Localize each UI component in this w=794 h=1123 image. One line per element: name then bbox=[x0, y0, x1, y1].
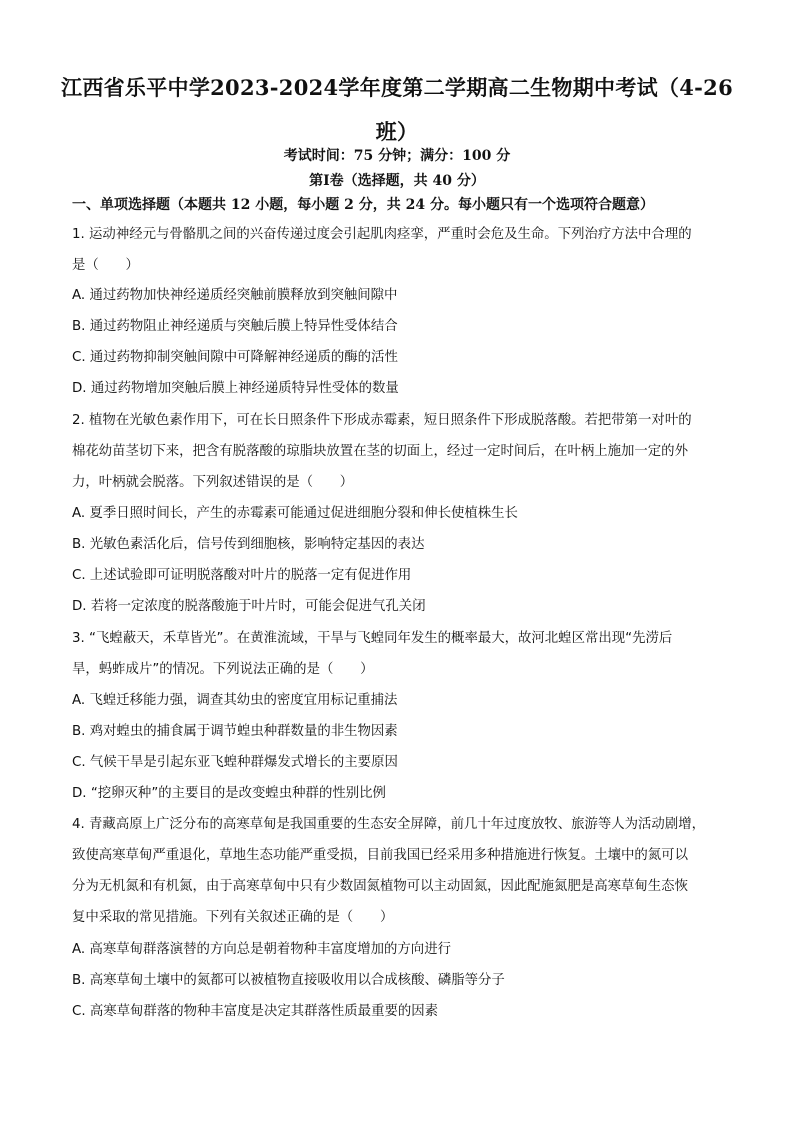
option-a: A. 通过药物加快神经递质经突触前膜释放到突触间隙中 bbox=[72, 288, 398, 303]
option-b: B. 高寒草甸土壤中的氮都可以被植物直接吸收用以合成核酸、磷脂等分子 bbox=[72, 973, 505, 988]
option-a: A. 飞蝗迁移能力强，调查其幼虫的密度宜用标记重捕法 bbox=[72, 693, 398, 708]
question-text-line: 力，叶柄就会脱落。下列叙述错误的是（ ） bbox=[72, 475, 354, 490]
volume-heading: 第Ⅰ卷（选择题，共 40 分） bbox=[309, 173, 485, 189]
question-text-line: 复中采取的常见措施。下列有关叙述正确的是（ ） bbox=[72, 910, 394, 925]
exam-title-line1: 江西省乐平中学2023-2024学年度第二学期高二生物期中考试（4-26 bbox=[61, 75, 733, 100]
question-text-line: 1. 运动神经元与骨骼肌之间的兴奋传递过度会引起肌肉痉挛，严重时会危及生命。下列治疗方法中合理的 bbox=[72, 227, 692, 242]
question-text-line: 4. 青藏高原上广泛分布的高寒草甸是我国重要的生态安全屏障，前几十年过度放牧、旅游等人为活动剧增， bbox=[72, 817, 705, 832]
option-b: B. 鸡对蝗虫的捕食属于调节蝗虫种群数量的非生物因素 bbox=[72, 724, 398, 739]
option-c: C. 上述试验即可证明脱落酸对叶片的脱落一定有促进作用 bbox=[72, 568, 412, 583]
option-b: B. 通过药物阻止神经递质与突触后膜上特异性受体结合 bbox=[72, 319, 398, 334]
exam-info: 考试时间：75 分钟；满分：100 分 bbox=[283, 148, 511, 164]
question-text-line: 3. “飞蝗蔽天，禾草皆光”。在黄淮流域，干旱与飞蝗同年发生的概率最大，故河北蝗区常出现“先涝后 bbox=[72, 631, 673, 646]
question-text-line: 分为无机氮和有机氮，由于高寒草甸中只有少数固氮植物可以主动固氮，因此配施氮肥是高寒草甸生态恢 bbox=[72, 879, 688, 894]
section-heading: 一、单项选择题（本题共 12 小题，每小题 2 分，共 24 分。每小题只有一个选项符合题意） bbox=[72, 197, 654, 213]
question-text-line: 旱，蚂蚱成片”的情况。下列说法正确的是（ ） bbox=[72, 662, 374, 677]
option-c: C. 高寒草甸群落的物种丰富度是决定其群落性质最重要的因素 bbox=[72, 1004, 439, 1019]
option-a: A. 夏季日照时间长，产生的赤霉素可能通过促进细胞分裂和伸长使植株生长 bbox=[72, 506, 518, 521]
question-text-line: 棉花幼苗茎切下来，把含有脱落酸的琼脂块放置在茎的切面上，经过一定时间后，在叶柄上施加一定的外 bbox=[72, 444, 688, 459]
option-d: D. “挖卵灭种”的主要目的是改变蝗虫种群的性别比例 bbox=[72, 786, 386, 801]
option-a: A. 高寒草甸群落演替的方向总是朝着物种丰富度增加的方向进行 bbox=[72, 942, 451, 957]
question-text-line: 致使高寒草甸严重退化，草地生态功能严重受损，目前我国已经采用多种措施进行恢复。土壤中的氮可以 bbox=[72, 848, 688, 863]
question-text-line: 是（ ） bbox=[72, 258, 139, 273]
option-d: D. 通过药物增加突触后膜上神经递质特异性受体的数量 bbox=[72, 381, 399, 396]
option-c: C. 通过药物抑制突触间隙中可降解神经递质的酶的活性 bbox=[72, 350, 398, 365]
exam-title bbox=[60, 66, 734, 154]
option-d: D. 若将一定浓度的脱落酸施于叶片时，可能会促进气孔关闭 bbox=[72, 599, 426, 614]
option-b: B. 光敏色素活化后，信号传到细胞核，影响特定基因的表达 bbox=[72, 537, 425, 552]
option-c: C. 气候干旱是引起东亚飞蝗种群爆发式增长的主要原因 bbox=[72, 755, 398, 770]
exam-title-line2: 班） bbox=[375, 119, 419, 144]
question-text-line: 2. 植物在光敏色素作用下，可在长日照条件下形成赤霉素，短日照条件下形成脱落酸。若把带第一对叶的 bbox=[72, 413, 692, 428]
